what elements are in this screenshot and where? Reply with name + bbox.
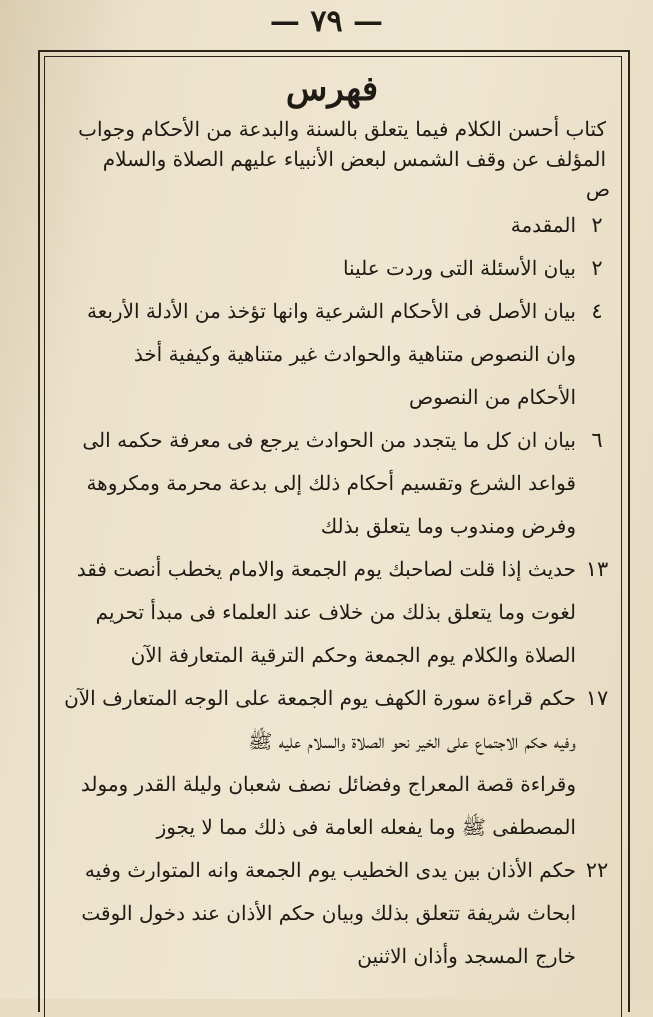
entry-text [52, 247, 582, 290]
entry-page-number: ٢٢ [585, 858, 609, 882]
entry-line: قواعد الشرع وتقسيم أحكام ذلك إلى بدعة محرمة ومكروهة [86, 471, 576, 495]
entry-line: حديث إذا قلت لصاحبك يوم الجمعة والامام يخطب أنصت فقد [76, 557, 576, 581]
entry-line: وفرض ومندوب وما يتعلق بذلك [320, 514, 576, 538]
book-title-line: كتاب أحسن الكلام فيما يتعلق بالسنة والبدعة من الأحكام وجواب [78, 117, 606, 141]
index-entry [52, 677, 612, 849]
entry-page-number: ٤ [591, 299, 603, 323]
index-content [52, 64, 612, 978]
entry-line: وقراءة قصة المعراج وفضائل نصف شعبان وليلة القدر ومولد [80, 772, 576, 796]
entry-line: حكم قراءة سورة الكهف يوم الجمعة على الوجه المتعارف الآن [64, 686, 576, 710]
entry-text [52, 204, 582, 247]
entry-page-number: ٢ [591, 213, 603, 237]
index-entry [52, 548, 612, 677]
index-heading: فهرس [285, 69, 379, 109]
entry-line: ابحاث شريفة تتعلق بذلك وبيان حكم الأذان عند دخول الوقت [81, 901, 576, 925]
entry-text [52, 419, 582, 548]
entry-line: بيان ان كل ما يتجدد من الحوادث يرجع فى معرفة حكمه الى [82, 428, 576, 452]
entry-line: وان النصوص متناهية والحوادث غير متناهية وكيفية أخذ [133, 342, 576, 366]
entry-line: المصطفى ﷺ وما يفعله العامة فى ذلك مما لا يجوز [156, 815, 576, 839]
entry-line: الصلاة والكلام يوم الجمعة وحكم الترقية المتعارفة الآن [130, 643, 576, 667]
entry-line: بيان الأصل فى الأحكام الشرعية وانها تؤخذ من الأدلة الأربعة [86, 299, 576, 323]
index-entry [52, 204, 612, 247]
entry-text [52, 677, 582, 849]
entry-line: وفيه حكم الاجتماع على الخير نحو الصلاة والسلام عليه ﷺ [248, 729, 576, 753]
index-entry [52, 290, 612, 419]
entry-page-number: ١٧ [585, 686, 609, 710]
entry-page-number: ١٣ [585, 557, 609, 581]
index-entry [52, 247, 612, 290]
book-title-line: المؤلف عن وقف الشمس لبعض الأنبياء عليهم الصلاة والسلام [102, 147, 606, 171]
entry-text [52, 548, 582, 677]
index-entry [52, 849, 612, 978]
index-entry [52, 419, 612, 548]
entry-line: المقدمة [510, 213, 576, 237]
entry-line: الأحكام من النصوص [408, 385, 576, 409]
book-title [52, 114, 612, 174]
entry-line: خارج المسجد وأذان الاثنين [357, 944, 576, 968]
entry-line: بيان الأسئلة التى وردت علينا [342, 256, 576, 280]
entry-page-number: ٦ [591, 428, 603, 452]
page-number: — ٧٩ — [269, 4, 384, 39]
entry-text [52, 290, 582, 419]
entry-line: حكم الأذان بين يدى الخطيب يوم الجمعة وانه المتوارث وفيه [84, 858, 576, 882]
entry-page-number: ٢ [591, 256, 603, 280]
entry-line: لغوت وما يتعلق بذلك من خلاف عند العلماء فى مبدأ تحريم [95, 600, 576, 624]
entry-text [52, 849, 582, 978]
page-column-label: ص [585, 177, 610, 201]
